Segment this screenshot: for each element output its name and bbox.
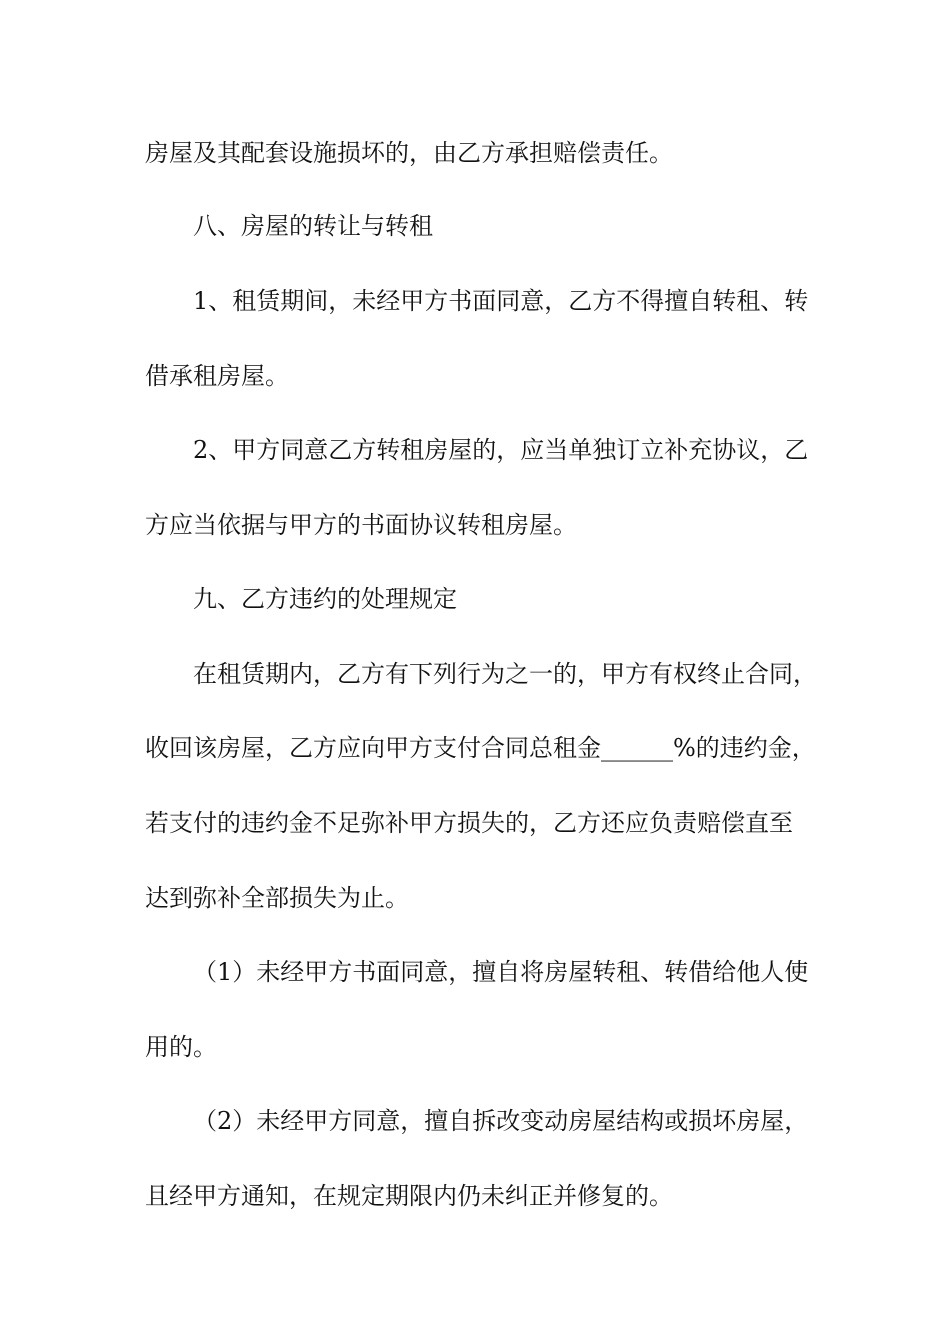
body-text-line: 用的。 (145, 1033, 217, 1061)
body-text-line: 1、租赁期间，未经甲方书面同意，乙方不得擅自转租、转 (193, 287, 809, 315)
body-text-line: 若支付的违约金不足弥补甲方损失的，乙方还应负责赔偿直至 (145, 809, 793, 837)
body-text-line: 在租赁期内，乙方有下列行为之一的，甲方有权终止合同， (193, 660, 817, 688)
section-heading: 八、房屋的转让与转租 (193, 212, 433, 240)
body-text-line: 方应当依据与甲方的书面协议转租房屋。 (145, 511, 577, 539)
body-text-line: 2、甲方同意乙方转租房屋的，应当单独订立补充协议，乙 (193, 436, 809, 464)
list-item-line: （2）未经甲方同意，擅自拆改变动房屋结构或损坏房屋， (193, 1107, 809, 1135)
body-text-line: 借承租房屋。 (145, 362, 289, 390)
section-heading: 九、乙方违约的处理规定 (193, 585, 457, 613)
body-text-line: 且经甲方通知，在规定期限内仍未纠正并修复的。 (145, 1182, 673, 1210)
body-text-line: 达到弥补全部损失为止。 (145, 884, 409, 912)
body-text-line: 房屋及其配套设施损坏的，由乙方承担赔偿责任。 (145, 139, 673, 167)
list-item-line: （1）未经甲方书面同意，擅自将房屋转租、转借给他人使 (193, 958, 809, 986)
body-text-line: 收回该房屋，乙方应向甲方支付合同总租金______%的违约金， (145, 734, 816, 762)
